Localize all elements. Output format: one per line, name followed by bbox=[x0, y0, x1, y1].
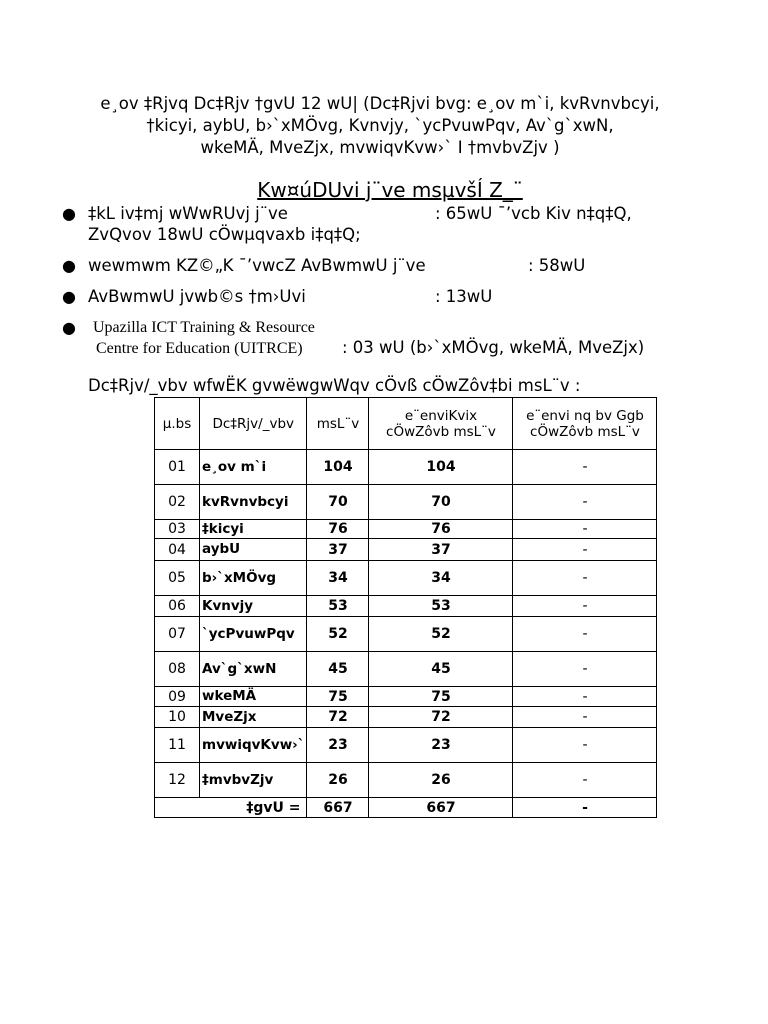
header-unused: e¨envi nq bv Ggb cÖwZôvb msL¨v bbox=[513, 398, 657, 450]
multimedia-table bbox=[154, 397, 657, 818]
cell-used: 75 bbox=[369, 687, 513, 707]
cell-unused: - bbox=[513, 596, 657, 617]
intro-line-1: e¸ov ‡Rjvq Dc‡Rjv †gvU 12 wU| (Dc‡Rjvi bvg: e¸ov m`i, kvRvnvbcyi, bbox=[100, 94, 660, 113]
total-unused: - bbox=[513, 798, 657, 818]
table-row bbox=[155, 596, 657, 617]
cell-upazila: Av`g`xwN bbox=[200, 652, 307, 687]
header-count: msL¨v bbox=[307, 398, 369, 450]
table-row bbox=[155, 728, 657, 763]
cell-count: 76 bbox=[307, 520, 369, 539]
list-item-label: Upazilla ICT Training & Resource bbox=[93, 319, 315, 336]
cell-serial: 06 bbox=[155, 596, 200, 617]
table-row bbox=[155, 539, 657, 561]
cell-serial: 01 bbox=[155, 450, 200, 485]
cell-unused: - bbox=[513, 687, 657, 707]
cell-used: 45 bbox=[369, 652, 513, 687]
cell-unused: - bbox=[513, 763, 657, 798]
cell-upazila: wkeMÄ bbox=[200, 687, 307, 707]
cell-upazila: `ycPvuwPqv bbox=[200, 617, 307, 652]
cell-serial: 08 bbox=[155, 652, 200, 687]
bullet-icon: ● bbox=[62, 256, 76, 275]
cell-used: 53 bbox=[369, 596, 513, 617]
cell-count: 26 bbox=[307, 763, 369, 798]
cell-serial: 09 bbox=[155, 687, 200, 707]
table-header-row bbox=[155, 398, 657, 450]
cell-serial: 07 bbox=[155, 617, 200, 652]
cell-count: 45 bbox=[307, 652, 369, 687]
intro-line-2: †kicyi, aybU, b›`xMÖvg, Kvnvjy, `ycPvuwPqv, Av`g`xwN, bbox=[146, 116, 614, 135]
cell-used: 70 bbox=[369, 485, 513, 520]
table-row bbox=[155, 652, 657, 687]
cell-upazila: kvRvnvbcyi bbox=[200, 485, 307, 520]
cell-serial: 03 bbox=[155, 520, 200, 539]
bullet-icon: ● bbox=[62, 287, 76, 306]
cell-used: 37 bbox=[369, 539, 513, 561]
cell-upazila: ‡mvbvZjv bbox=[200, 763, 307, 798]
cell-count: 34 bbox=[307, 561, 369, 596]
total-used: 667 bbox=[369, 798, 513, 818]
cell-serial: 04 bbox=[155, 539, 200, 561]
cell-count: 72 bbox=[307, 707, 369, 728]
cell-unused: - bbox=[513, 561, 657, 596]
list-item-value: : 58wU bbox=[528, 256, 586, 275]
cell-used: 26 bbox=[369, 763, 513, 798]
cell-serial: 02 bbox=[155, 485, 200, 520]
list-item-label: AvBwmwU jvwb©s †m›Uvi bbox=[88, 287, 306, 306]
header-upazila: Dc‡Rjv/_vbv bbox=[200, 398, 307, 450]
cell-count: 37 bbox=[307, 539, 369, 561]
cell-unused: - bbox=[513, 652, 657, 687]
cell-unused: - bbox=[513, 707, 657, 728]
table-row bbox=[155, 617, 657, 652]
table-row bbox=[155, 707, 657, 728]
table-caption: Dc‡Rjv/_vbv wfwËK gvwëwgwWqv cÖvß cÖwZôv‡bi msL¨v : bbox=[88, 376, 581, 395]
list-item-label: ‡kL iv‡mj wWwRUvj j¨ve bbox=[88, 204, 288, 223]
intro-line-3: wkeMÄ, MveZjx, mvwiqvKvw›` I †mvbvZjv ) bbox=[200, 138, 560, 157]
cell-count: 70 bbox=[307, 485, 369, 520]
list-item-continuation: ZvQvov 18wU cÖwµqvaxb i‡q‡Q; bbox=[88, 225, 361, 244]
cell-unused: - bbox=[513, 520, 657, 539]
cell-used: 34 bbox=[369, 561, 513, 596]
table-row bbox=[155, 450, 657, 485]
cell-unused: - bbox=[513, 728, 657, 763]
total-count: 667 bbox=[307, 798, 369, 818]
table-row bbox=[155, 520, 657, 539]
header-serial: µ.bs bbox=[155, 398, 200, 450]
table-row bbox=[155, 763, 657, 798]
bullet-icon: ● bbox=[62, 204, 76, 223]
cell-used: 76 bbox=[369, 520, 513, 539]
table-row bbox=[155, 561, 657, 596]
cell-used: 104 bbox=[369, 450, 513, 485]
cell-upazila: b›`xMÖvg bbox=[200, 561, 307, 596]
bullet-icon: ● bbox=[62, 318, 76, 337]
list-item-label-2: Centre for Education (UITRCE) bbox=[96, 340, 303, 357]
cell-used: 72 bbox=[369, 707, 513, 728]
list-item-value: : 65wU ¯’vcb Kiv n‡q‡Q, bbox=[435, 204, 632, 223]
cell-serial: 05 bbox=[155, 561, 200, 596]
cell-count: 104 bbox=[307, 450, 369, 485]
cell-serial: 12 bbox=[155, 763, 200, 798]
cell-count: 75 bbox=[307, 687, 369, 707]
section-heading: Kw¤úDUvi j¨ve msµvšÍ Z_¨ bbox=[257, 178, 523, 202]
cell-upazila: ‡kicyi bbox=[200, 520, 307, 539]
intro-paragraph bbox=[60, 93, 700, 159]
cell-count: 23 bbox=[307, 728, 369, 763]
cell-unused: - bbox=[513, 617, 657, 652]
cell-upazila: aybU bbox=[200, 539, 307, 561]
header-used: e¨enviKvix cÖwZôvb msL¨v bbox=[369, 398, 513, 450]
cell-count: 53 bbox=[307, 596, 369, 617]
cell-serial: 11 bbox=[155, 728, 200, 763]
cell-upazila: Kvnvjy bbox=[200, 596, 307, 617]
table-total-row bbox=[155, 798, 657, 818]
cell-count: 52 bbox=[307, 617, 369, 652]
list-item-label: wewmwm KZ©„K ¯’vwcZ AvBwmwU j¨ve bbox=[88, 256, 426, 275]
cell-unused: - bbox=[513, 539, 657, 561]
table-row bbox=[155, 485, 657, 520]
cell-used: 52 bbox=[369, 617, 513, 652]
cell-unused: - bbox=[513, 450, 657, 485]
cell-upazila: MveZjx bbox=[200, 707, 307, 728]
list-item-value: : 03 wU (b›`xMÖvg, wkeMÄ, MveZjx) bbox=[342, 338, 645, 357]
table-row bbox=[155, 687, 657, 707]
total-label: ‡gvU = bbox=[155, 798, 307, 818]
cell-upazila: e¸ov m`i bbox=[200, 450, 307, 485]
list-item-value: : 13wU bbox=[435, 287, 493, 306]
cell-used: 23 bbox=[369, 728, 513, 763]
cell-unused: - bbox=[513, 485, 657, 520]
cell-upazila: mvwiqvKvw›` bbox=[200, 728, 307, 763]
cell-serial: 10 bbox=[155, 707, 200, 728]
